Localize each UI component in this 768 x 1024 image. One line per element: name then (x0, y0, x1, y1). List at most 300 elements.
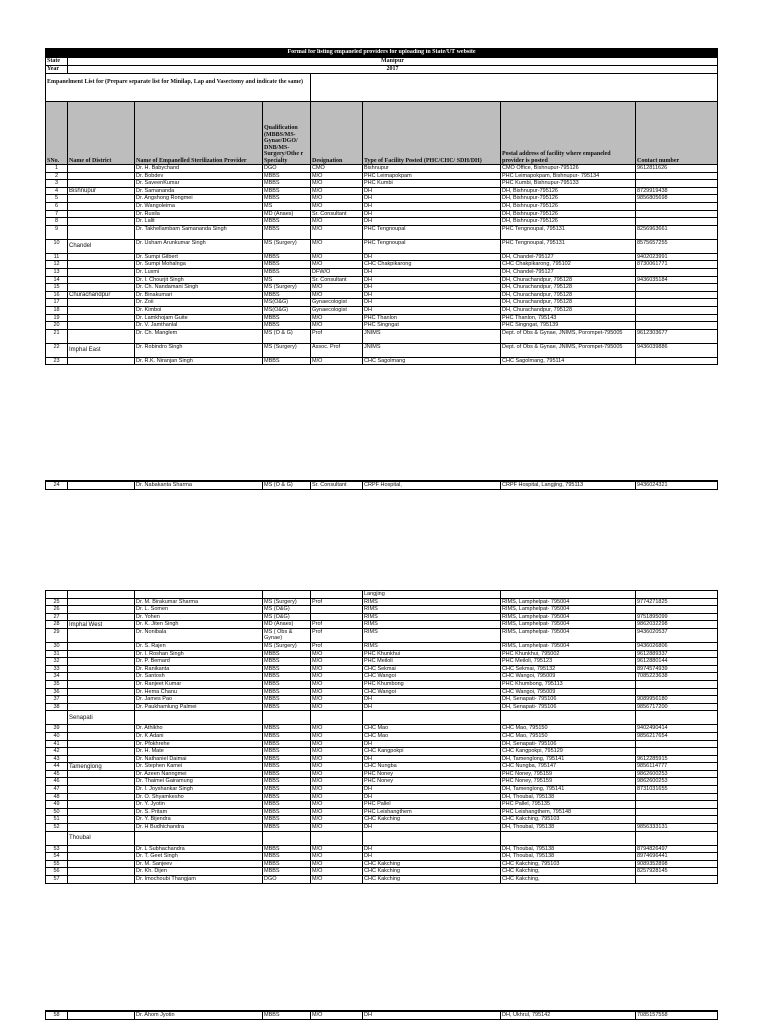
cell-district (68, 210, 135, 218)
cell-sno: 3 (46, 180, 68, 188)
cell-facility (363, 831, 501, 845)
cell-qualification: MS (O & G) (263, 329, 311, 343)
cell-district (68, 598, 135, 606)
cell-sno: 38 (46, 703, 68, 711)
cell-contact: 9856805698 (636, 195, 718, 203)
cell-qualification: MS (O&G) (263, 613, 311, 621)
cell-designation: M/O (311, 218, 363, 226)
cell-contact: 8729919438 (636, 187, 718, 195)
cell-facility: PHC Tengnoupal (363, 239, 501, 253)
cell-facility: DH (363, 210, 501, 218)
cell-contact (636, 306, 718, 314)
cell-district (68, 748, 135, 756)
cell-name: Dr. Paukhamlung Palmei (135, 703, 263, 711)
cell-designation: Gynaecologist (311, 306, 363, 314)
table-row (46, 591, 718, 599)
cell-sno: 35 (46, 680, 68, 688)
cell-name: Dr. Usham Arunkumar Singh (135, 239, 263, 253)
cell-qualification: MBBS (263, 650, 311, 658)
cell-contact (636, 808, 718, 816)
cell-name: Dr. Kh. Dijen (135, 868, 263, 876)
cell-sno: 58 (46, 1011, 68, 1019)
cell-name: Dr. I. Chourjit Singh (135, 276, 263, 284)
cell-district (68, 195, 135, 203)
cell-contact (636, 322, 718, 330)
cell-contact: 9436039886 (636, 343, 718, 357)
cell-name: Dr. Y. Bijendra (135, 816, 263, 824)
cell-qualification: MBBS (263, 740, 311, 748)
cell-sno: 51 (46, 816, 68, 824)
cell-address: Dept. of Obs & Gynae, JNIMS, Porompet-795005 (501, 329, 636, 343)
cell-qualification: MBBS (263, 770, 311, 778)
cell-contact: 9089352898 (636, 860, 718, 868)
table-row (46, 165, 718, 173)
cell-designation: Sr. Consultant (311, 276, 363, 284)
cell-district (68, 740, 135, 748)
cell-address: DH, Churachandpur, 795128 (501, 276, 636, 284)
table-row (46, 299, 718, 307)
cell-sno: 20 (46, 322, 68, 330)
cell-address: DH, Senapati- 795106 (501, 703, 636, 711)
cell-designation: M/O (311, 673, 363, 681)
empanelment-label: Empanelment List for (Prepare separate list for Minilap, Lap and Vasectomy and indicate the same) (46, 74, 311, 102)
table-row (46, 621, 718, 629)
cell-sno: 33 (46, 665, 68, 673)
cell-contact: 8974696441 (636, 853, 718, 861)
cell-district (68, 1011, 135, 1019)
cell-address: PHC Meiloli, 795123 (501, 658, 636, 666)
cell-qualification: MS (Surgery) (263, 598, 311, 606)
cell-name (135, 831, 263, 845)
cell-name: Dr. H Budhichandra (135, 824, 263, 832)
cell-qualification: MBBS (263, 680, 311, 688)
cell-designation: M/O (311, 778, 363, 786)
cell-address: PHC Kumbi, Bishnupur-795133 (501, 180, 636, 188)
cell-facility: DH (363, 1011, 501, 1019)
cell-sno: 17 (46, 299, 68, 307)
cell-name (135, 711, 263, 725)
header-designation: Designation (311, 102, 363, 165)
table-row (46, 253, 718, 261)
cell-district (68, 824, 135, 832)
cell-name: Dr. I. Roshan Singh (135, 650, 263, 658)
cell-address: PHC Khunkhui, 795002 (501, 650, 636, 658)
cell-facility: DH (363, 703, 501, 711)
header-qualification: Qualification (MBBS/MS-Gynae/DGO/ DNB/MS-Surgery/Othe r Specialty (263, 102, 311, 165)
cell-facility: CHC Kakching (363, 860, 501, 868)
cell-contact (636, 801, 718, 809)
cell-designation: Prof (311, 598, 363, 606)
table-row (46, 665, 718, 673)
cell-district (68, 322, 135, 330)
cell-contact: 9856333131 (636, 824, 718, 832)
cell-name: Dr. Stephen Kamei (135, 763, 263, 771)
cell-address: DH, Ukhrul, 795142 (501, 1011, 636, 1019)
table-body-page-2 (46, 598, 718, 883)
table-row (46, 195, 718, 203)
cell-name: Dr. Nonibala (135, 628, 263, 642)
cell-district (68, 868, 135, 876)
cell-district: Bishnupur (68, 187, 135, 195)
cell-district (68, 613, 135, 621)
cell-district (68, 696, 135, 704)
cell-qualification: MBBS (263, 732, 311, 740)
cell-sno: 46 (46, 778, 68, 786)
cell-name: Dr. Sumpi Gilbert (135, 253, 263, 261)
cell-facility: CHC Chakpikarong (363, 261, 501, 269)
cell-district (68, 306, 135, 314)
table-row (46, 786, 718, 794)
table-body-page-1 (46, 165, 718, 365)
cell-sno: 18 (46, 306, 68, 314)
cell-contact (636, 688, 718, 696)
cell-designation: M/O (311, 732, 363, 740)
header-row (46, 102, 718, 165)
cell-address: DH, Bishnupur-795126 (501, 202, 636, 210)
table-row (46, 725, 718, 733)
cell-name: Dr. Binakumari (135, 291, 263, 299)
table-row (46, 210, 718, 218)
cell-designation: Assoc. Prof (311, 343, 363, 357)
cell-address: CHC Wangoi, 795009 (501, 688, 636, 696)
cell-contact (636, 606, 718, 614)
cell-address: CHC Kakching, 795103 (501, 816, 636, 824)
table-row (46, 658, 718, 666)
cell-sno: 4 (46, 187, 68, 195)
cell-contact: 8731031655 (636, 786, 718, 794)
cell-address: CHC Kakching, 795103 (501, 860, 636, 868)
cell-facility: RIMS (363, 642, 501, 650)
table-row (46, 187, 718, 195)
cell-sno: 1 (46, 165, 68, 173)
table-row (46, 291, 718, 299)
cell-address: PHC Pallel, 795135 (501, 801, 636, 809)
cell-sno: 12 (46, 261, 68, 269)
cell-facility: DH (363, 845, 501, 853)
table-row (46, 793, 718, 801)
cell-sno: 49 (46, 801, 68, 809)
cell-name: Dr. T. Geet Singh (135, 853, 263, 861)
cell-address: DH, Bishnupur-795126 (501, 187, 636, 195)
table-row (46, 853, 718, 861)
cell-sno: 48 (46, 793, 68, 801)
cell-sno: 16 (46, 291, 68, 299)
cell-name: Dr. Ch. Nandamani Singh (135, 284, 263, 292)
cell-sno: 44 (46, 763, 68, 771)
cell-designation: Prof (311, 329, 363, 343)
table-row (46, 673, 718, 681)
cell-sno: 21 (46, 329, 68, 343)
cell-qualification: MBBS (263, 868, 311, 876)
cell-address: PHC Noney, 795159 (501, 778, 636, 786)
table-row (46, 598, 718, 606)
cell-qualification: MBBS (263, 824, 311, 832)
cell-contact (636, 172, 718, 180)
cell-designation: M/O (311, 357, 363, 365)
cell-facility: PHC Kumbi (363, 180, 501, 188)
cell-name: Dr. Y. Jyotin (135, 801, 263, 809)
cell-sno: 13 (46, 268, 68, 276)
table-row (46, 1011, 718, 1019)
cell-district (68, 180, 135, 188)
table-row (46, 225, 718, 239)
cell-name: Dr. Yohen (135, 613, 263, 621)
cell-address: PHC Leishangthem, 795148 (501, 808, 636, 816)
cell-sno: 31 (46, 650, 68, 658)
cell-designation: M/O (311, 180, 363, 188)
cell-district (68, 725, 135, 733)
cell-name: Dr. Zoii (135, 299, 263, 307)
cell-name: Dr. Luxmi (135, 268, 263, 276)
table-row (46, 831, 718, 845)
cell-contact: 9856217654 (636, 732, 718, 740)
cell-sno: 8 (46, 218, 68, 226)
cell-facility: CHC Kakching (363, 816, 501, 824)
cell-district (68, 218, 135, 226)
year-value: 2017 (68, 66, 718, 74)
cell-contact: 9402023991 (636, 253, 718, 261)
cell-name: Dr. Azeen Nanngmei (135, 770, 263, 778)
cell-sno (46, 831, 68, 845)
cell-designation: M/O (311, 291, 363, 299)
cell-address: CRPF Hospital, Langjing, 795113 (501, 481, 636, 489)
cell-sno: 22 (46, 343, 68, 357)
cell-facility: DH (363, 195, 501, 203)
provider-table-page-2 (45, 590, 718, 884)
cell-district: Chandel (68, 239, 135, 253)
table-row (46, 306, 718, 314)
cell-name: Dr. James Pao (135, 696, 263, 704)
cell-address: DH, Churachandpur, 795128 (501, 299, 636, 307)
cell-sno: 56 (46, 868, 68, 876)
cell-qualification: MBBS (263, 172, 311, 180)
cell-qualification (263, 831, 311, 845)
cell-designation: M/O (311, 860, 363, 868)
cell-name: Dr. Lamkhojam Guite (135, 314, 263, 322)
page-1 (45, 48, 717, 365)
cell-contact (636, 793, 718, 801)
cell-district (68, 202, 135, 210)
cell-sno: 37 (46, 696, 68, 704)
cell-facility: DH (363, 218, 501, 226)
cell-address: RIMS, Lamphelpat- 795004 (501, 621, 636, 629)
cell-facility: PHC Khunkhui (363, 650, 501, 658)
table-row (46, 801, 718, 809)
cell-name: Dr. O. Shyamkesho (135, 793, 263, 801)
cell-facility: DH (363, 853, 501, 861)
cell-address: RIMS, Lamphelpat- 795004 (501, 598, 636, 606)
cell-contact (636, 202, 718, 210)
provider-table-page-1 (45, 48, 718, 365)
cell-contact: 7085157558 (636, 1011, 718, 1019)
cell-address: DH, Thoubal, 795138 (501, 824, 636, 832)
cell-contact: 9402490414 (636, 725, 718, 733)
cell-qualification: MS (Surgery) (263, 239, 311, 253)
cell-qualification: MBBS (263, 673, 311, 681)
cell-qualification: DGO (263, 876, 311, 884)
cell-facility: PHC Tengnoupal (363, 225, 501, 239)
cell-designation: M/O (311, 801, 363, 809)
cell-sno: 36 (46, 688, 68, 696)
cell-designation: M/O (311, 1011, 363, 1019)
cell-address: PHC Singngat, 795139 (501, 322, 636, 330)
cell-name: Dr. H. Babychand (135, 165, 263, 173)
cell-qualification: MBBS (263, 180, 311, 188)
cell-designation: M/O (311, 793, 363, 801)
cell-contact: 9751895099 (636, 613, 718, 621)
cell-contact: 9436020537 (636, 628, 718, 642)
cell-address: CHC Sekmai, 795132 (501, 665, 636, 673)
cell-district (68, 299, 135, 307)
table-row (46, 868, 718, 876)
cell-district (68, 276, 135, 284)
table-row (46, 711, 718, 725)
cell-name: Dr. Ch. Manglem (135, 329, 263, 343)
cell-facility: PHC Leishangthem (363, 808, 501, 816)
header-provider: Name of Empanelled Sterilization Provider (135, 102, 263, 165)
cell-contact (636, 357, 718, 365)
cell-name: Dr. S. Pritam (135, 808, 263, 816)
cell-qualification: MBBS (263, 755, 311, 763)
cell-facility: DH (363, 253, 501, 261)
cell-sno: 53 (46, 845, 68, 853)
cell-sno: 25 (46, 598, 68, 606)
cell-address: DH, Thoubal, 795138 (501, 793, 636, 801)
cell-designation: M/O (311, 195, 363, 203)
cell-name: Dr. Samananda (135, 187, 263, 195)
cell-address: DH, Bishnupur-795126 (501, 195, 636, 203)
cell-sno: 34 (46, 673, 68, 681)
cell-contact: 8730061771 (636, 261, 718, 269)
cell-qualification: MS ( Obs & Gynae) (263, 628, 311, 642)
cell-address: DH, Bishnupur-795126 (501, 218, 636, 226)
cell-contact (636, 299, 718, 307)
cell-sno: 42 (46, 748, 68, 756)
cell-contact (636, 314, 718, 322)
cell-contact (636, 218, 718, 226)
cell-sno: 6 (46, 202, 68, 210)
cell-qualification: DGO (263, 165, 311, 173)
cell-contact (636, 711, 718, 725)
table-row (46, 202, 718, 210)
cell-designation: DFW/O (311, 268, 363, 276)
cell-qualification: MBBS (263, 187, 311, 195)
cell-qualification: MD (Anaes) (263, 210, 311, 218)
cell-designation: M/O (311, 740, 363, 748)
table-row (46, 276, 718, 284)
cell-facility: CHC Nungba (363, 763, 501, 771)
cell-sno (46, 711, 68, 725)
cell-qualification: MD (Anaes) (263, 621, 311, 629)
cell-district (68, 845, 135, 853)
cell-contact: 9862600253 (636, 778, 718, 786)
table-row (46, 284, 718, 292)
cell-facility: PHC Thanlon (363, 314, 501, 322)
cell-qualification: MBBS (263, 268, 311, 276)
cell-address: CHC Kakching, (501, 868, 636, 876)
cell-address: CHC Sagolmang, 795114 (501, 357, 636, 365)
table-row (46, 628, 718, 642)
cell-facility: DH (363, 824, 501, 832)
cell-name: Dr. Ranikanta (135, 665, 263, 673)
cell-name: Dr. M. Birakumar Sharma (135, 598, 263, 606)
cell-sno: 30 (46, 642, 68, 650)
cell-address: CHC Nungba, 795147 (501, 763, 636, 771)
cell-qualification: MS (O&G) (263, 606, 311, 614)
cell-facility-continued: Langjing (363, 591, 501, 599)
cell-name: Dr. K Adani (135, 732, 263, 740)
state-value: Manipur (68, 58, 718, 66)
row-24-table (45, 480, 718, 490)
cell-contact: 9436035184 (636, 276, 718, 284)
cell-designation: Gynaecologist (311, 299, 363, 307)
cell-contact (636, 816, 718, 824)
cell-designation: M/O (311, 703, 363, 711)
cell-designation: M/O (311, 680, 363, 688)
table-row (46, 778, 718, 786)
cell-designation: Prof (311, 621, 363, 629)
table-row (46, 268, 718, 276)
cell-designation: M/O (311, 876, 363, 884)
cell-address: CHC Kakching, (501, 876, 636, 884)
cell-designation (311, 613, 363, 621)
cell-contact: 9862032298 (636, 621, 718, 629)
cell-facility: PHC Noney (363, 770, 501, 778)
cell-district (68, 703, 135, 711)
cell-designation: M/O (311, 824, 363, 832)
cell-name: Dr. V. Jamthanlal (135, 322, 263, 330)
cell-contact: 7085223638 (636, 673, 718, 681)
cell-sno: 7 (46, 210, 68, 218)
table-row (46, 763, 718, 771)
cell-designation: M/O (311, 816, 363, 824)
cell-facility: RIMS (363, 621, 501, 629)
cell-sno: 41 (46, 740, 68, 748)
table-row (46, 481, 718, 489)
cell-district: Senapati (68, 711, 135, 725)
cell-facility: JNIMS (363, 329, 501, 343)
cell-qualification: MS (Surgery) (263, 642, 311, 650)
cell-designation: M/O (311, 748, 363, 756)
cell-district (68, 688, 135, 696)
cell-contact: 9089956180 (636, 696, 718, 704)
cell-address: CHC Mao, 795150 (501, 725, 636, 733)
table-row (46, 860, 718, 868)
cell-facility: PHC Leimapokpam (363, 172, 501, 180)
cell-facility: DH (363, 793, 501, 801)
cell-name: Dr. Nabakanta Sharma (135, 481, 263, 489)
cell-sno: 39 (46, 725, 68, 733)
cell-name: Dr. R.K. Niranjan Singh (135, 357, 263, 365)
header-facility: Type of Facility Posted (PHC/CHC/ SDH/DH) (363, 102, 501, 165)
cell-address: DH, Tamenglong, 795141 (501, 755, 636, 763)
cell-facility: CHC Kakching (363, 876, 501, 884)
cell-designation: M/O (311, 187, 363, 195)
cell-designation: M/O (311, 314, 363, 322)
cell-name: Dr. Ranjeet Kumar (135, 680, 263, 688)
form-title: Formal for listing empaneled providers for uploading in State/UT website (46, 49, 718, 58)
table-row (46, 770, 718, 778)
cell-sno: 10 (46, 239, 68, 253)
cell-name: Dr. Rusila (135, 210, 263, 218)
cell-name: Dr. Pfokhrehe (135, 740, 263, 748)
cell-name: Dr. Imochoubi Thangjam (135, 876, 263, 884)
table-row (46, 314, 718, 322)
cell-name: Dr. Wangoleima (135, 202, 263, 210)
cell-address: PHC Leimapokpam, Bishnupur- 795134 (501, 172, 636, 180)
table-row (46, 808, 718, 816)
cell-qualification: MS(O&G) (263, 306, 311, 314)
